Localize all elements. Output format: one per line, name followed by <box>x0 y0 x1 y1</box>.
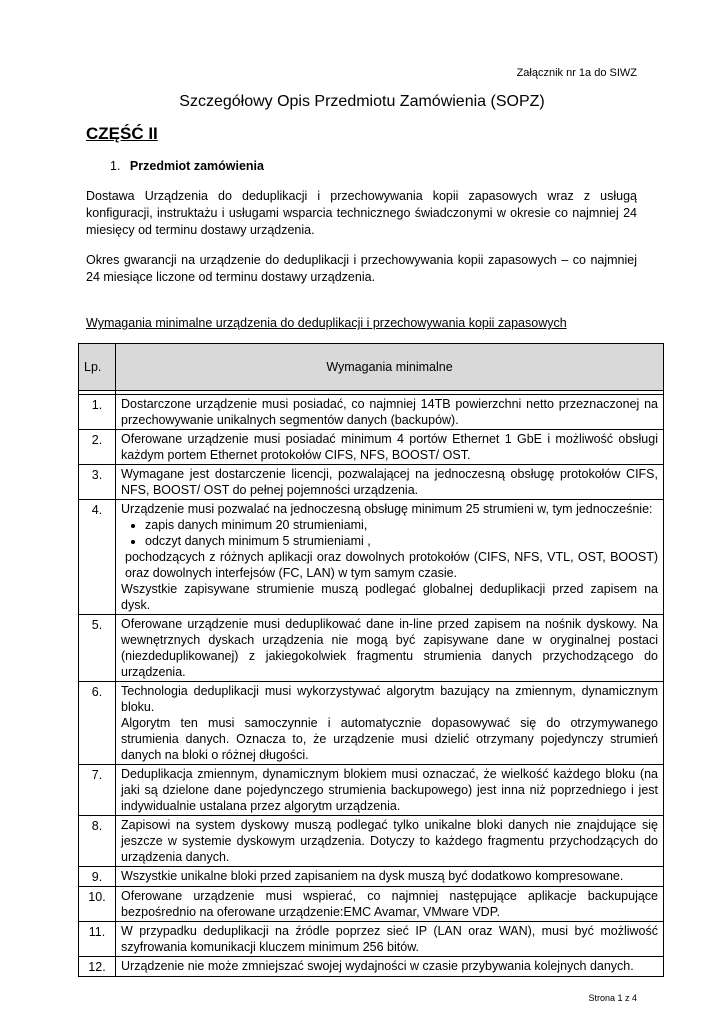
row-continuation: pochodzących z różnych aplikacji oraz dowolnych protokołów (CIFS, NFS, VTL, OST, BOOST) oraz dowolnych interfejsów (FC, LAN) w tym samym czasie. <box>125 550 658 580</box>
row-text: Wymagane jest dostarczenie licencji, pozwalającej na jednoczesną obsługę protokołów CIFS, NFS, BOOST/ OST do pełnej pojemności urządzenia. <box>116 465 664 500</box>
table-row <box>79 682 664 765</box>
row-text <box>116 682 664 765</box>
attachment-label: Załącznik nr 1a do SIWZ <box>516 67 637 79</box>
table-row <box>79 867 664 887</box>
paragraph-warranty: Okres gwarancji na urządzenie do deduplikacji i przechowywania kopii zapasowych – co najmniej 24 miesiące liczone od terminu dostawy urządzenia. <box>86 253 637 284</box>
table-header-row <box>79 344 664 391</box>
row-number: 8. <box>79 816 116 867</box>
table-row <box>79 887 664 922</box>
part-heading: CZĘŚĆ II <box>86 124 158 143</box>
table-row <box>79 922 664 957</box>
row-number: 12. <box>79 957 116 977</box>
bullet-item: • zapis danych minimum 20 strumieniami, <box>145 517 658 533</box>
column-header-lp: Lp. <box>79 344 116 391</box>
row-number: 6. <box>79 682 116 765</box>
bullet-item: • odczyt danych minimum 5 strumieniami , <box>145 533 658 549</box>
row-text: Deduplikacja zmiennym, dynamicznym blokiem musi oznaczać, że wielkość każdego bloku (na jaki są dzielone dane pojedynczego strumienia backupowego) jest inna niż poprzedniego i jest indywidualnie ustalana przez algorytm urządzenia. <box>116 765 664 816</box>
table-caption: Wymagania minimalne urządzenia do deduplikacji i przechowywania kopii zapasowych <box>86 316 567 330</box>
row-text: Oferowane urządzenie musi wspierać, co najmniej następujące aplikacje backupujące bezpośrednio na oferowane urządzenie:EMC Avamar, VMware VDP. <box>116 887 664 922</box>
row-number: 11. <box>79 922 116 957</box>
column-header-requirements: Wymagania minimalne <box>116 344 664 391</box>
table-row <box>79 395 664 430</box>
row-text: Zapisowi na system dyskowy muszą podlegać tylko unikalne bloki danych nie znajdujące się jeszcze w systemie dyskowym urządzenia. Dotyczy to każdego fragmentu przychodzących do urządzenia danych. <box>116 816 664 867</box>
row-text: Wszystkie unikalne bloki przed zapisaniem na dysk muszą być dodatkowo kompresowane. <box>116 867 664 887</box>
row-text: Dostarczone urządzenie musi posiadać, co najmniej 14TB powierzchni netto przeznaczonej na przechowywanie unikalnych segmentów danych (backupów). <box>116 395 664 430</box>
table-row <box>79 816 664 867</box>
row-text-part: Algorytm ten musi samoczynnie i automatycznie dopasowywać się do otrzymywanego strumienia danych. Oznacza to, że urządzenie musi dzielić otrzymany pojedynczy strumień danych na bloki o różnej długości. <box>121 716 658 762</box>
table-row <box>79 957 664 977</box>
paragraph-scope: Dostawa Urządzenia do deduplikacji i przechowywania kopii zapasowych wraz z usługą konfiguracji, instruktażu i usługami wsparcia technicznego świadczonymi w okresie co najmniej 24 miesięcy od terminu dostawy urządzenia. <box>86 189 637 237</box>
table-row <box>79 500 664 615</box>
row-text: Oferowane urządzenie musi deduplikować dane in-line przed zapisem na nośnik dyskowy. Na wewnętrznych dyskach urządzenia nie mogą być zapisywane dane w oryginalnej postaci (niezdeduplikowanej) z jakiegokolwiek fragmentu strumienia danych przychodzącego do urządzenia. <box>116 615 664 682</box>
row-text: Urządzenie nie może zmniejszać swojej wydajności w czasie przybywania kolejnych danych. <box>116 957 664 977</box>
document-title: Szczegółowy Opis Przedmiotu Zamówienia (SOPZ) <box>179 93 545 110</box>
table-row <box>79 430 664 465</box>
row-number: 4. <box>79 500 116 615</box>
table-row <box>79 765 664 816</box>
requirements-table <box>78 343 664 977</box>
row-number: 1. <box>79 395 116 430</box>
row-text: Oferowane urządzenie musi posiadać minimum 4 portów Ethernet 1 GbE i możliwość obsługi każdym portem Ethernet protokołów CIFS, NFS, BOOST/ OST. <box>116 430 664 465</box>
row-number: 3. <box>79 465 116 500</box>
row-number: 10. <box>79 887 116 922</box>
table-row <box>79 465 664 500</box>
row-intro: Urządzenie musi pozwalać na jednoczesną obsługę minimum 25 strumieni w, tym jednocześnie: <box>121 502 653 516</box>
page-footer: Strona 1 z 4 <box>588 993 637 1003</box>
row-text-part: Technologia deduplikacji musi wykorzystywać algorytm bazujący na zmiennym, dynamicznym bloku. <box>121 684 658 714</box>
row-number: 5. <box>79 615 116 682</box>
row-number: 7. <box>79 765 116 816</box>
row-number: 9. <box>79 867 116 887</box>
bullet-list <box>121 517 658 549</box>
section-title: Przedmiot zamówienia <box>129 159 264 173</box>
row-number: 2. <box>79 430 116 465</box>
row-text: W przypadku deduplikacji na źródle poprzez sieć IP (LAN oraz WAN), musi być możliwość szyfrowania komunikacji kluczem minimum 256 bitów. <box>116 922 664 957</box>
row-text <box>116 500 664 615</box>
row-tail: Wszystkie zapisywane strumienie muszą podlegać globalnej deduplikacji przed zapisem na dysk. <box>121 582 658 612</box>
section-number: 1. <box>110 159 121 173</box>
table-row <box>79 615 664 682</box>
section-heading <box>110 159 264 173</box>
